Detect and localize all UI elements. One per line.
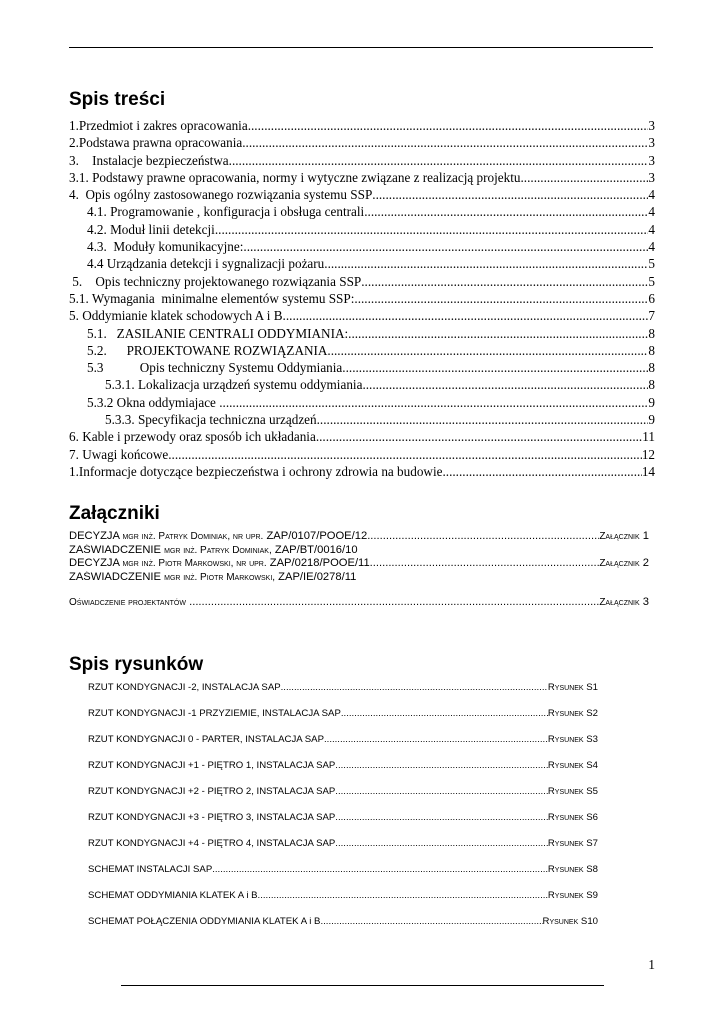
attachment-line	[69, 557, 649, 571]
toc-entry-label: 5.1. Wymagania minimalne elementów systemu SSP:	[69, 290, 355, 306]
figure-ref-number: S2	[583, 708, 598, 719]
toc-heading: Spis treści	[69, 89, 166, 110]
figure-entry-label: RZUT KONDYGNACJI +2 - PIĘTRO 2, INSTALACJA SAP	[88, 786, 336, 797]
toc-entry-label: 5.2. PROJEKTOWANE ROZWIĄZANIA	[87, 342, 328, 358]
attachment-ref-word: Załącznik	[599, 558, 640, 569]
dot-leader	[370, 557, 600, 571]
attachment-doc-type: ZAŚWIADCZENIE	[69, 570, 165, 583]
toc-entry-label: 1.Przedmiot i zakres opracowania	[69, 118, 248, 133]
dot-leader	[168, 446, 642, 463]
figure-ref-word: Rysunek	[547, 734, 584, 745]
dot-leader	[248, 117, 649, 134]
attachments-heading: Załączniki	[69, 503, 160, 524]
attachment-doc-type: DECYZJA	[69, 557, 123, 569]
toc-entry-label: 6. Kable i przewody oraz sposób ich układania	[69, 429, 316, 445]
dot-leader	[372, 186, 648, 203]
dot-leader	[442, 463, 641, 480]
figure-entry-label: SCHEMAT ODDYMIANIA KLATEK A i B	[88, 890, 258, 901]
figure-ref-word: Rysunek	[542, 916, 579, 927]
toc-entry	[69, 169, 655, 186]
attachment-label	[69, 557, 370, 571]
dot-leader	[354, 290, 648, 307]
figure-entry-label: RZUT KONDYGNACJI +1 - PIĘTRO 1, INSTALACJA SAP	[88, 760, 336, 771]
figure-ref-word: Rysunek	[547, 708, 584, 719]
dot-leader	[361, 273, 648, 290]
figure-ref-word: Rysunek	[547, 812, 584, 823]
dot-leader	[219, 394, 648, 411]
figure-entry	[88, 708, 598, 720]
dot-leader	[335, 838, 548, 850]
attachment-label	[69, 571, 356, 585]
figures-heading: Spis rysunków	[69, 654, 204, 675]
figure-ref-word: Rysunek	[547, 864, 584, 875]
toc-entry-label: 5.3 Opis techniczny Systemu Oddymiania	[87, 360, 343, 376]
page-number: 1	[648, 957, 655, 972]
figure-entry	[88, 786, 598, 798]
figure-entry-label: RZUT KONDYGNACJI -1 PRZYZIEMIE, INSTALACJA SAP	[88, 708, 341, 719]
toc-entry-label: 4. Opis ogólny zastosowanego rozwiązania systemu SSP	[69, 187, 373, 203]
toc-entry	[69, 238, 655, 255]
attachment-ref	[599, 530, 649, 544]
dot-leader	[348, 325, 648, 342]
toc-entry-page: 7	[648, 308, 655, 324]
toc-entry-label: 5. Oddymianie klatek schodowych A i B	[69, 308, 283, 324]
header-rule	[69, 47, 653, 48]
attachment-author: Oświadczenie projektantów	[69, 597, 186, 608]
figure-ref	[548, 786, 598, 798]
figure-ref-number: S9	[583, 890, 598, 901]
toc-entry-label: 4.3. Moduły komunikacyjne:	[87, 239, 244, 255]
figure-ref-number: S3	[583, 734, 598, 745]
toc-entry-page: 14	[641, 463, 655, 479]
toc-entry-label: 5.3.3. Specyfikacja techniczna urządzeń	[105, 412, 317, 428]
attachment-number: ZAP/BT/0016/10	[271, 543, 358, 556]
attachment-ref	[599, 596, 649, 610]
table-of-contents	[69, 117, 655, 480]
toc-entry	[69, 255, 655, 272]
figure-ref-number: S5	[583, 786, 598, 797]
toc-entry-page: 5	[648, 256, 655, 272]
toc-entry	[69, 152, 655, 169]
toc-entry	[69, 325, 655, 342]
toc-entry-page: 8	[648, 325, 655, 341]
toc-entry	[69, 359, 655, 376]
figure-entry	[88, 916, 598, 928]
attachment-author: mgr inż. Patryk Dominiak, nr upr.	[122, 531, 264, 542]
attachment-ref-number: 2	[639, 557, 649, 569]
toc-entry	[69, 186, 655, 203]
toc-entry-label: 5.3.1. Lokalizacja urządzeń systemu oddymiania	[105, 377, 363, 393]
toc-entry-label: 5. Opis techniczny projektowanego rozwiązania SSP	[69, 273, 362, 289]
attachment-label	[69, 530, 367, 544]
toc-entry-label: 2.Podstawa prawna opracowania	[69, 135, 243, 151]
figure-entry-label: RZUT KONDYGNACJI +3 - PIĘTRO 3, INSTALACJA SAP	[88, 812, 336, 823]
toc-entry-page: 8	[648, 342, 655, 358]
dot-leader	[362, 376, 648, 393]
toc-entry-page: 4	[648, 187, 655, 203]
figure-ref-number: S4	[583, 760, 598, 771]
dot-leader	[212, 864, 548, 876]
toc-entry-label: 5.3.2 Okna oddymiajace	[87, 394, 220, 410]
toc-entry-page: 4	[648, 239, 655, 255]
attachment-ref	[599, 557, 649, 571]
toc-entry	[69, 394, 655, 411]
toc-entry-label: 4.1. Programowanie , konfiguracja i obsługa centrali	[87, 204, 365, 220]
toc-entry	[69, 203, 655, 220]
toc-entry-page: 3	[648, 169, 655, 185]
figure-entry	[88, 682, 598, 694]
toc-entry-label: 4.4 Urządzania detekcji i sygnalizacji pożaru	[87, 256, 325, 272]
toc-entry-label: 3.1. Podstawy prawne opracowania, normy i wytyczne związane z realizacją projektu	[69, 169, 521, 185]
dot-leader	[189, 596, 599, 610]
dot-leader	[324, 255, 648, 272]
attachment-line	[69, 530, 649, 544]
toc-entry-page: 3	[648, 135, 655, 151]
figure-entry	[88, 838, 598, 850]
figure-ref	[548, 734, 598, 746]
toc-entry	[69, 273, 655, 290]
figures-list	[88, 682, 598, 932]
attachment-author: mgr inż. Patryk Dominiak,	[164, 544, 272, 556]
figure-entry	[88, 760, 598, 772]
attachment-line	[69, 544, 358, 558]
attachment-author: mgr inż. Piotr Markowski, nr upr.	[122, 558, 267, 569]
figure-ref	[548, 890, 598, 902]
figure-entry	[88, 864, 598, 876]
dot-leader	[367, 530, 599, 544]
attachment-ref-number: 1	[639, 530, 649, 542]
figure-entry	[88, 812, 598, 824]
figure-ref	[548, 760, 598, 772]
attachment-line	[69, 571, 356, 585]
figure-ref-word: Rysunek	[547, 838, 584, 849]
toc-entry-label: 5.1. ZASILANIE CENTRALI ODDYMIANIA:	[87, 325, 349, 341]
dot-leader	[215, 221, 649, 238]
figure-entry-label: SCHEMAT POŁĄCZENIA ODDYMIANIA KLATEK A i B	[88, 916, 321, 927]
toc-entry	[69, 446, 655, 463]
attachment-line	[69, 596, 649, 610]
dot-leader	[342, 359, 648, 376]
toc-entry-page: 8	[648, 360, 655, 376]
attachment-ref-word: Załącznik	[599, 531, 640, 542]
dot-leader	[335, 812, 548, 824]
figure-ref-number: S8	[583, 864, 598, 875]
attachment-label	[69, 596, 189, 610]
toc-entry-label: 4.2. Moduł linii detekcji	[87, 221, 215, 237]
toc-entry-page: 6	[648, 290, 655, 306]
toc-entry-label: 3. Instalacje bezpieczeństwa	[69, 152, 229, 168]
attachment-label	[69, 544, 358, 558]
toc-entry-page: 3	[648, 152, 655, 168]
figure-ref-number: S7	[583, 838, 598, 849]
figure-entry-label: SCHEMAT INSTALACJI SAP	[88, 864, 213, 875]
dot-leader	[521, 169, 649, 186]
toc-entry-page: 9	[648, 412, 655, 428]
figure-entry-label: RZUT KONDYGNACJI +4 - PIĘTRO 4, INSTALACJA SAP	[88, 838, 336, 849]
dot-leader	[283, 307, 649, 324]
dot-leader	[335, 786, 548, 798]
figure-entry-label: RZUT KONDYGNACJI -2, INSTALACJA SAP	[88, 682, 281, 693]
toc-entry-page: 4	[648, 221, 655, 237]
toc-entry	[69, 221, 655, 238]
attachment-number: ZAP/IE/0278/11	[275, 570, 357, 583]
figure-ref	[548, 864, 598, 876]
figure-ref	[548, 682, 598, 694]
figure-ref-number: S6	[583, 812, 598, 823]
toc-entry	[69, 134, 655, 151]
toc-entry	[69, 376, 655, 393]
attachment-author: mgr inż. Piotr Markowski,	[164, 571, 276, 583]
toc-entry-page: 11	[642, 429, 655, 445]
figure-ref	[548, 708, 598, 720]
attachment-doc-type: DECYZJA	[69, 530, 123, 542]
figure-ref-word: Rysunek	[547, 890, 584, 901]
attachment-ref-word: Załącznik	[599, 597, 640, 608]
dot-leader	[242, 134, 648, 151]
dot-leader	[327, 342, 648, 359]
toc-entry-page: 4	[648, 204, 655, 220]
dot-leader	[320, 916, 542, 928]
toc-entry	[69, 307, 655, 324]
attachment-doc-type: ZAŚWIADCZENIE	[69, 543, 165, 556]
toc-entry	[69, 463, 655, 480]
dot-leader	[229, 152, 649, 169]
toc-entry-label: 7. Uwagi końcowe	[69, 446, 169, 462]
toc-entry	[69, 428, 655, 445]
figure-ref-number: S1	[583, 682, 598, 693]
toc-entry	[69, 342, 655, 359]
dot-leader	[341, 708, 548, 720]
toc-entry-page: 8	[648, 377, 655, 393]
figure-ref	[548, 812, 598, 824]
toc-entry-page: 5	[648, 273, 655, 289]
dot-leader	[317, 411, 649, 428]
figure-entry	[88, 890, 598, 902]
toc-entry	[69, 290, 655, 307]
attachment-ref-number: 3	[639, 596, 649, 608]
figure-entry	[88, 734, 598, 746]
attachment-number: ZAP/0218/POOE/11	[266, 557, 370, 569]
figure-ref-word: Rysunek	[547, 682, 584, 693]
figure-entry-label: RZUT KONDYGNACJI 0 - PARTER, INSTALACJA SAP	[88, 734, 324, 745]
footer-rule	[121, 985, 604, 986]
figure-ref	[548, 838, 598, 850]
dot-leader	[364, 203, 648, 220]
figure-ref-word: Rysunek	[547, 760, 584, 771]
toc-entry-page: 12	[641, 446, 655, 462]
figure-ref	[543, 916, 598, 928]
toc-entry	[69, 117, 655, 134]
dot-leader	[243, 238, 648, 255]
figure-ref-number: S10	[578, 916, 598, 927]
figure-ref-word: Rysunek	[547, 786, 584, 797]
attachment-number: ZAP/0107/POOE/12	[263, 530, 368, 542]
toc-entry-page: 9	[648, 394, 655, 410]
toc-entry-label: 1.Informacje dotyczące bezpieczeństwa i ochrony zdrowia na budowie	[69, 463, 443, 479]
toc-entry-page: 3	[648, 118, 655, 133]
dot-leader	[335, 760, 548, 772]
dot-leader	[281, 682, 548, 694]
dot-leader	[316, 428, 642, 445]
dot-leader	[324, 734, 548, 746]
dot-leader	[258, 890, 548, 902]
toc-entry	[69, 411, 655, 428]
